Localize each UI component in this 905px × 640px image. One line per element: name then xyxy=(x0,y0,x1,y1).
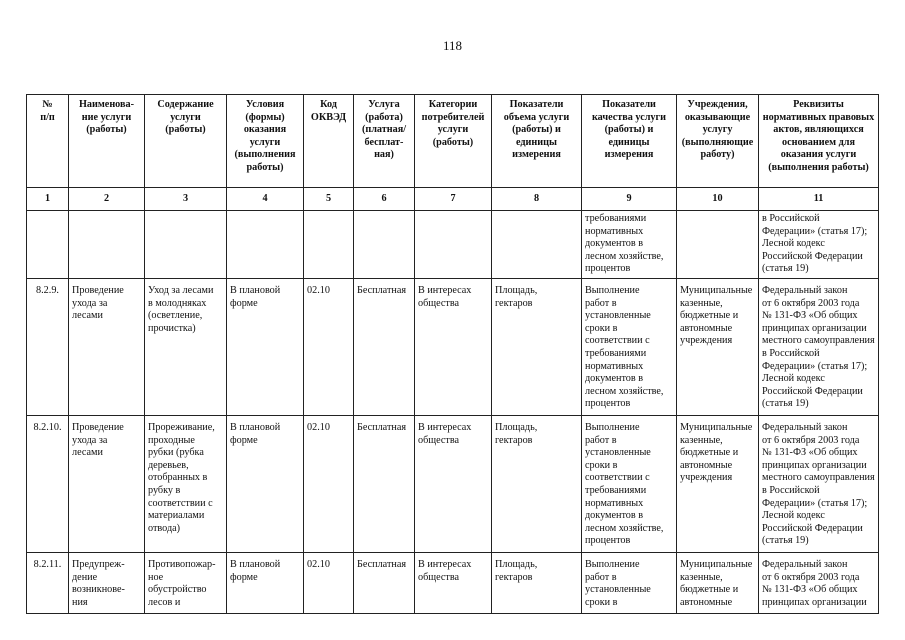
table-cell: 02.10 xyxy=(304,415,354,552)
column-number: 4 xyxy=(227,188,304,211)
header-cell: Учреждения, оказывающие услугу (выполняющие работу) xyxy=(677,95,759,188)
table-cell xyxy=(145,211,227,279)
table-cell: требованиями нормативных документов в лесном хозяйстве, процентов xyxy=(582,211,677,279)
column-number: 7 xyxy=(415,188,492,211)
table-cell: Муниципальные казенные, бюджетные и автономные учреждения xyxy=(677,415,759,552)
header-cell: Содержание услуги (работы) xyxy=(145,95,227,188)
table-cell: Прореживание, проходные рубки (рубка деревьев, отобранных в рубку в соответствии с материалами отвода) xyxy=(145,415,227,552)
table-row xyxy=(27,552,879,613)
header-row xyxy=(27,95,879,188)
table-cell: Муниципальные казенные, бюджетные и автономные xyxy=(677,552,759,613)
header-cell: Услуга (работа) (платная/ бесплат- ная) xyxy=(354,95,415,188)
table-cell xyxy=(69,211,145,279)
column-number: 1 xyxy=(27,188,69,211)
table-cell xyxy=(227,211,304,279)
column-number: 11 xyxy=(759,188,879,211)
table-cell: Выполнение работ в установленные сроки в соответствии с требованиями нормативных документов в лесном хозяйстве, процентов xyxy=(582,278,677,415)
table-cell: Выполнение работ в установленные сроки в xyxy=(582,552,677,613)
table-cell: Федеральный закон от 6 октября 2003 года № 131-ФЗ «Об общих принципах организации местного самоуправления в Российской Федерации» (статья 17); Лесной кодекс Российской Федерации (статья 19) xyxy=(759,278,879,415)
column-number: 3 xyxy=(145,188,227,211)
table-cell: Бесплатная xyxy=(354,415,415,552)
row-number: 8.2.9. xyxy=(27,278,69,415)
table-cell: Предупреж- дение возникнове- ния xyxy=(69,552,145,613)
table-cell xyxy=(354,211,415,279)
table-cell: В плановой форме xyxy=(227,415,304,552)
header-cell: Показатели качества услуги (работы) и единицы измерения xyxy=(582,95,677,188)
table-row xyxy=(27,415,879,552)
table-cell: в Российской Федерации» (статья 17); Лесной кодекс Российской Федерации (статья 19) xyxy=(759,211,879,279)
table-row xyxy=(27,211,879,279)
table-cell: Противопожар- ное обустройство лесов и xyxy=(145,552,227,613)
table-cell: Проведение ухода за лесами xyxy=(69,415,145,552)
table-cell xyxy=(304,211,354,279)
table-row xyxy=(27,278,879,415)
table-cell: В интересах общества xyxy=(415,415,492,552)
table-cell: Федеральный закон от 6 октября 2003 года № 131-ФЗ «Об общих принципах организации xyxy=(759,552,879,613)
table-cell: Проведение ухода за лесами xyxy=(69,278,145,415)
header-cell: Реквизиты нормативных правовых актов, являющихся основанием для оказания услуги (выполнения работы) xyxy=(759,95,879,188)
header-cell: Показатели объема услуги (работы) и единицы измерения xyxy=(492,95,582,188)
table-cell xyxy=(27,211,69,279)
table-cell: 02.10 xyxy=(304,278,354,415)
table-cell: 02.10 xyxy=(304,552,354,613)
table-cell xyxy=(415,211,492,279)
table-cell: Бесплатная xyxy=(354,552,415,613)
column-number: 9 xyxy=(582,188,677,211)
table-cell: Уход за лесами в молодняках (осветление, прочистка) xyxy=(145,278,227,415)
table-cell: В интересах общества xyxy=(415,278,492,415)
header-cell: № п/п xyxy=(27,95,69,188)
row-number: 8.2.11. xyxy=(27,552,69,613)
table-cell: Площадь, гектаров xyxy=(492,278,582,415)
table-cell: Муниципальные казенные, бюджетные и автономные учреждения xyxy=(677,278,759,415)
column-number: 5 xyxy=(304,188,354,211)
services-table xyxy=(26,94,879,614)
column-number: 6 xyxy=(354,188,415,211)
table-cell: В плановой форме xyxy=(227,552,304,613)
table-cell: Выполнение работ в установленные сроки в соответствии с требованиями нормативных документов в лесном хозяйстве, процентов xyxy=(582,415,677,552)
column-number: 2 xyxy=(69,188,145,211)
table-cell xyxy=(492,211,582,279)
table-cell: Площадь, гектаров xyxy=(492,552,582,613)
table-cell: Бесплатная xyxy=(354,278,415,415)
table-cell: В интересах общества xyxy=(415,552,492,613)
page-number: 118 xyxy=(442,38,463,53)
column-number: 8 xyxy=(492,188,582,211)
table-cell xyxy=(677,211,759,279)
header-cell: Условия (формы) оказания услуги (выполнения работы) xyxy=(227,95,304,188)
table-cell: Федеральный закон от 6 октября 2003 года № 131-ФЗ «Об общих принципах организации местного самоуправления в Российской Федерации» (статья 17); Лесной кодекс Российской Федерации (статья 19) xyxy=(759,415,879,552)
column-number-row xyxy=(27,188,879,211)
table-cell: В плановой форме xyxy=(227,278,304,415)
row-number: 8.2.10. xyxy=(27,415,69,552)
header-cell: Код ОКВЭД xyxy=(304,95,354,188)
table-cell: Площадь, гектаров xyxy=(492,415,582,552)
header-cell: Наименова- ние услуги (работы) xyxy=(69,95,145,188)
header-cell: Категории потребителей услуги (работы) xyxy=(415,95,492,188)
column-number: 10 xyxy=(677,188,759,211)
